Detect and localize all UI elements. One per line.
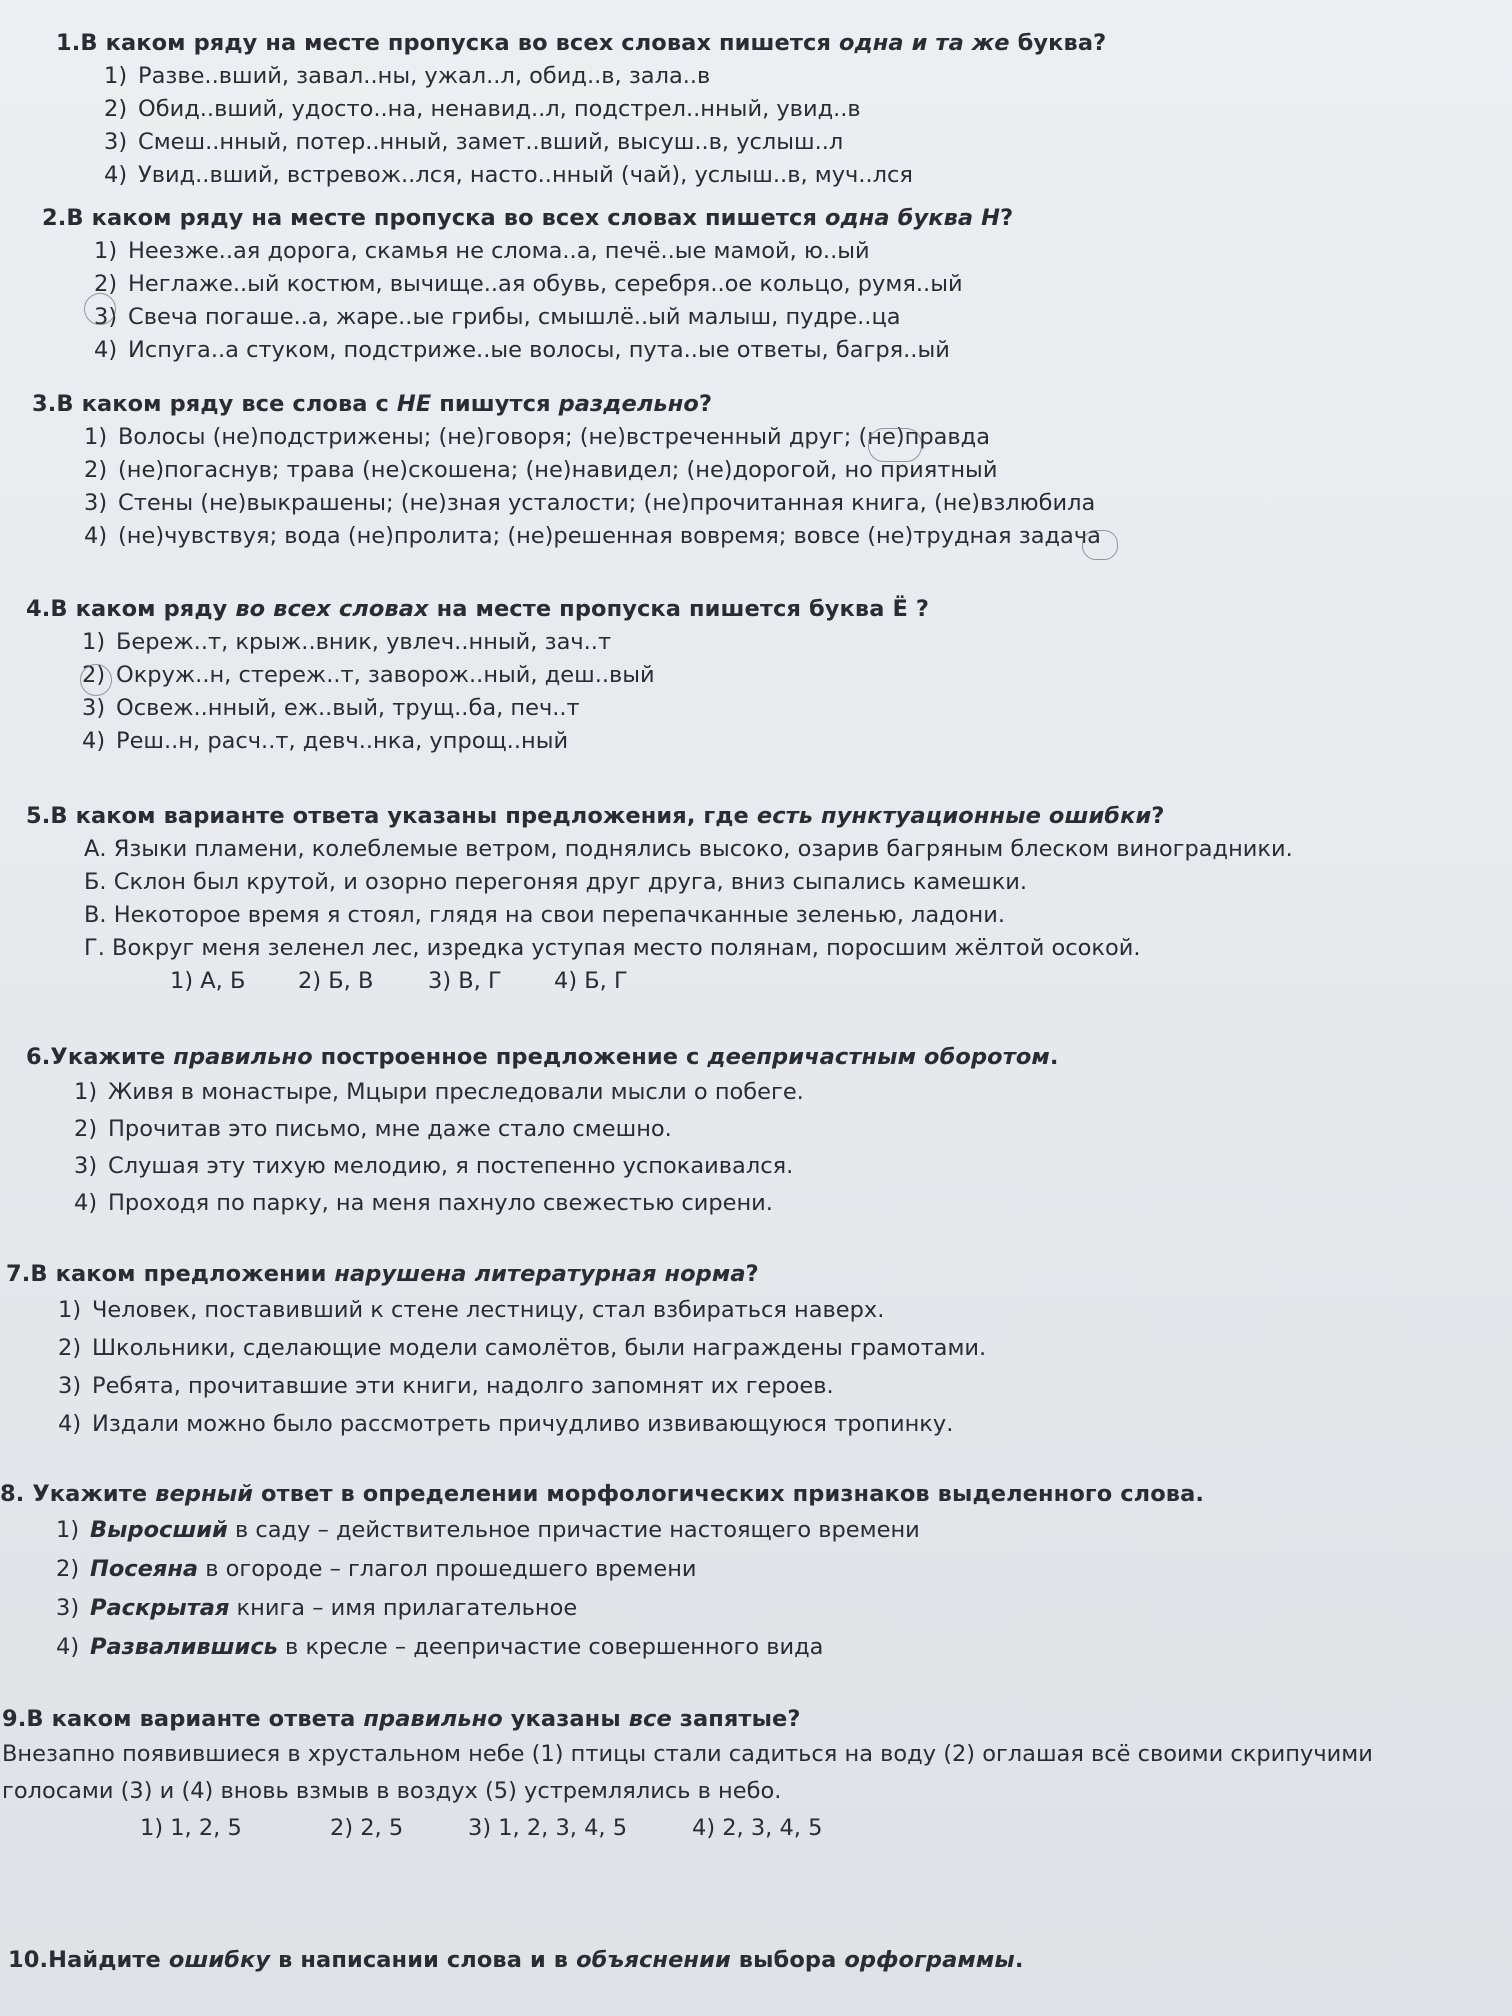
question-5-sentence-b: Б. Склон был крутой, и озорно перегоняя друг друга, вниз сыпались камешки.: [84, 869, 1028, 895]
question-6-title: 6.Укажите правильно построенное предложение с деепричастным оборотом.: [26, 1044, 1059, 1070]
answer-circle-q4: [80, 664, 112, 696]
question-6-option-4: 4) Проходя по парку, на меня пахнуло свежестью сирени.: [74, 1190, 773, 1216]
question-8-title: 8. Укажите верный ответ в определении морфологических признаков выделенного слова.: [0, 1481, 1205, 1507]
question-2-option-3: 3) Свеча погаше..а, жаре..ые грибы, смышлё..ый малыш, пудре..ца: [94, 304, 901, 330]
answer-circle-q3-word-2: [1082, 530, 1118, 560]
question-5: [26, 800, 1293, 998]
question-7-option-1: 1) Человек, поставивший к стене лестницу, стал взбираться наверх.: [58, 1297, 885, 1323]
question-8-option-2: 2) Посеяна в огороде – глагол прошедшего времени: [56, 1556, 697, 1582]
question-1-title: 1.В каком ряду на месте пропуска во всех словах пишется одна и та же буква?: [56, 30, 1107, 56]
question-9-text-line-1: Внезапно появившиеся в хрустальном небе (1) птицы стали садиться на воду (2) оглашая всё своими скрипучими: [2, 1741, 1373, 1767]
question-4-option-1: 1) Береж..т, крыж..вник, увлеч..нный, зач..т: [82, 629, 612, 655]
question-8-option-4: 4) Развалившись в кресле – деепричастие совершенного вида: [56, 1634, 824, 1660]
question-10: [8, 1944, 1024, 1977]
question-2-title: 2.В каком ряду на месте пропуска во всех словах пишется одна буква Н?: [42, 205, 1014, 231]
question-6-option-2: 2) Прочитав это письмо, мне даже стало смешно.: [74, 1116, 672, 1142]
question-3-option-2: 2) (не)погаснув; трава (не)скошена; (не)навидел; (не)дорогой, но приятный: [84, 457, 998, 483]
question-1-option-4: 4) Увид..вший, встревож..лся, насто..нный (чай), услыш..в, муч..лся: [104, 162, 913, 188]
question-2-option-1: 1) Неезже..ая дорога, скамья не слома..а, печё..ые мамой, ю..ый: [94, 238, 870, 264]
question-7-option-4: 4) Издали можно было рассмотреть причудливо извивающуюся тропинку.: [58, 1411, 954, 1437]
question-7-option-2: 2) Школьники, сделающие модели самолётов, были награждены грамотами.: [58, 1335, 987, 1361]
question-3-option-3: 3) Стены (не)выкрашены; (не)зная усталости; (не)прочитанная книга, (не)взлюбила: [84, 490, 1096, 516]
question-3: [32, 388, 1101, 553]
answer-circle-q2: [84, 293, 116, 325]
question-4-option-3: 3) Освеж..нный, еж..вый, трущ..ба, печ..т: [82, 695, 580, 721]
question-8-option-1: 1) Выросший в саду – действительное причастие настоящего времени: [56, 1517, 920, 1543]
question-3-option-1: 1) Волосы (не)подстрижены; (не)говоря; (не)встреченный друг; (не)правда: [84, 424, 991, 450]
question-3-option-4: 4) (не)чувствуя; вода (не)пролита; (не)решенная вовремя; вовсе (не)трудная задача: [84, 523, 1101, 549]
question-5-sentence-a: А. Языки пламени, колеблемые ветром, поднялись высоко, озарив багряным блеском виноградники.: [84, 836, 1293, 862]
answer-circle-q3-word: [868, 428, 922, 462]
question-3-title: 3.В каком ряду все слова с НЕ пишутся раздельно?: [32, 391, 713, 417]
question-1-option-2: 2) Обид..вший, удосто..на, ненавид..л, подстрел..нный, увид..в: [104, 96, 861, 122]
question-9: [2, 1703, 1373, 1846]
question-6: [26, 1041, 1059, 1222]
question-8-option-3: 3) Раскрытая книга – имя прилагательное: [56, 1595, 578, 1621]
question-8: [0, 1478, 1204, 1667]
question-7-option-3: 3) Ребята, прочитавшие эти книги, надолго запомнят их героев.: [58, 1373, 834, 1399]
question-5-answers: 1) А, Б 2) Б, В 3) В, Г 4) Б, Г: [170, 968, 628, 994]
question-9-text-line-2: голосами (3) и (4) вновь взмыв в воздух (5) устремлялись в небо.: [2, 1778, 782, 1804]
question-1-option-1: 1) Разве..вший, завал..ны, ужал..л, обид..в, зала..в: [104, 63, 711, 89]
question-5-sentence-v: В. Некоторое время я стоял, глядя на свои перепачканные зеленью, ладони.: [84, 902, 1006, 928]
question-7-title: 7.В каком предложении нарушена литературная норма?: [6, 1261, 759, 1287]
question-10-title: 10.Найдите ошибку в написании слова и в объяснении выбора орфограммы.: [8, 1947, 1024, 1973]
question-2-option-4: 4) Испуга..а стуком, подстриже..ые волосы, пута..ые ответы, багря..ый: [94, 337, 950, 363]
question-5-title: 5.В каком варианте ответа указаны предложения, где есть пунктуационные ошибки?: [26, 803, 1165, 829]
question-9-answers: 1) 1, 2, 5 2) 2, 5 3) 1, 2, 3, 4, 5 4) 2, 3, 4, 5: [140, 1815, 823, 1841]
question-7: [6, 1258, 986, 1443]
question-1-option-3: 3) Смеш..нный, потер..нный, замет..вший, высуш..в, услыш..л: [104, 129, 844, 155]
question-1: [56, 27, 1106, 192]
question-2-option-2: 2) Неглаже..ый костюм, вычище..ая обувь, серебря..ое кольцо, румя..ый: [94, 271, 963, 297]
question-6-option-1: 1) Живя в монастыре, Мцыри преследовали мысли о побеге.: [74, 1079, 804, 1105]
question-6-option-3: 3) Слушая эту тихую мелодию, я постепенно успокаивался.: [74, 1153, 794, 1179]
question-4-option-4: 4) Реш..н, расч..т, девч..нка, упрощ..ный: [82, 728, 569, 754]
question-2: [42, 202, 1013, 367]
question-4: [26, 593, 929, 758]
question-9-title: 9.В каком варианте ответа правильно указаны все запятые?: [2, 1706, 801, 1732]
question-5-sentence-g: Г. Вокруг меня зеленел лес, изредка уступая место полянам, поросшим жёлтой осокой.: [84, 935, 1141, 961]
question-4-option-2: 2) Окруж..н, стереж..т, заворож..ный, деш..вый: [82, 662, 655, 688]
question-4-title: 4.В каком ряду во всех словах на месте пропуска пишется буква Ё ?: [26, 596, 930, 622]
